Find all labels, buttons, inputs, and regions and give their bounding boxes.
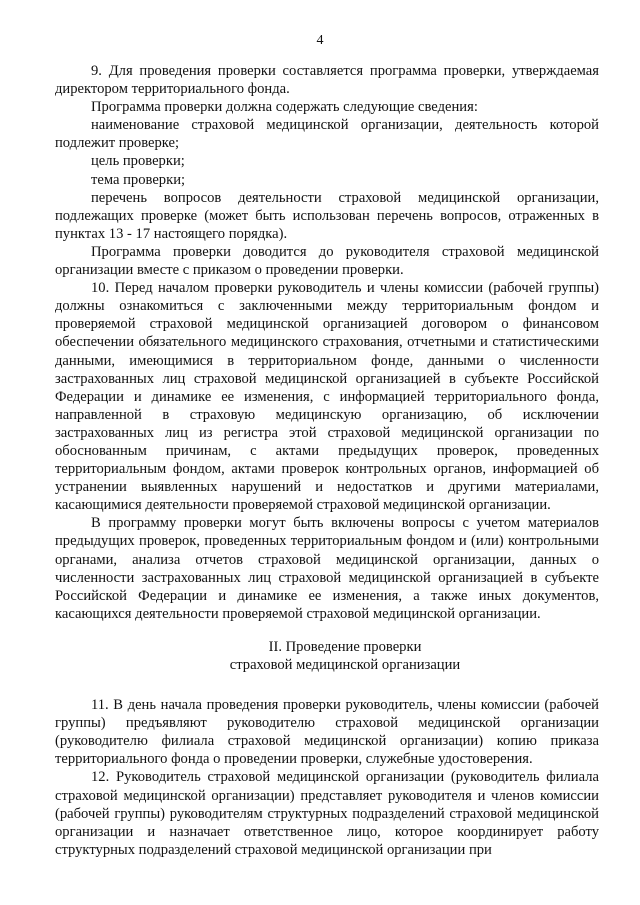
page-number: 4 [316,33,324,48]
list-item-topic: тема проверки; [91,171,186,188]
list-item-questions: перечень вопросов деятельности страховой медицинской организации, подлежащих проверке (может быть использован перечень вопросов, отраженных в пунктах 13 - 17 настоящего порядка). [55,189,599,242]
section-heading-line-2: страховой медицинской организации [229,657,461,673]
paragraph-program-contents: Программа проверки должна содержать следующие сведения: [91,99,478,116]
list-item-goal: цель проверки; [91,153,185,170]
section-heading [55,638,599,674]
paragraph-9: 9. Для проведения проверки составляется программа проверки, утверждаемая директором территориального фонда. [55,63,599,98]
list-item-organization-name: наименование страховой медицинской организации, деятельность которой подлежит проверке; [55,117,599,152]
section-heading-line-1: II. Проведение проверки [268,638,422,655]
paragraph-10: 10. Перед началом проверки руководитель и члены комиссии (рабочей группы) должны ознакомиться с заключенными между территориальным фондом и проверяемой страховой медицинской организацией договором о финансовом обеспечении обязательного медицинского страхования, отчетными и статистическими данными, имеющимися в территориальном фонде, данными о численности застрахованных лиц страховой медицинской организацией в субъекте Российской Федерации и динамике ее изменения, с информацией территориального фонда, направленной в страховую медицинскую организацию, об исключении застрахованных лиц из регистра этой страховой медицинской организации по обоснованным причинам, с актами предыдущих проверок, проведенных территориальным фондом, актами проверок контрольных органов, информацией об устранении выявленных нарушений и недостатков и другими материалами, касающимися деятельности проверяемой страховой медицинской организации. [55,280,599,514]
paragraph-12: 12. Руководитель страховой медицинской организации (руководитель филиала страховой медицинской организации) представляет руководителя и членов комиссии (рабочей группы) руководителям структурных подразделений страховой медицинской организации и назначает ответственное лицо, которое координирует работу структурных подразделений страховой медицинской организации при [55,769,599,858]
paragraph-11: 11. В день начала проведения проверки руководитель, члены комиссии (рабочей группы) предъявляют руководителю страховой медицинской организации (руководителю филиала страховой медицинской организации) копию приказа территориального фонда о проведении проверки, служебные удостоверения. [55,697,599,768]
document-body [55,62,599,859]
paragraph-program-questions: В программу проверки могут быть включены вопросы с учетом материалов предыдущих проверок, проведенных территориальным фондом и (или) контрольными органами, анализа отчетов страховой медицинской организации, данных о численности застрахованных лиц страховой медицинской организацией в субъекте Российской Федерации и динамике ее изменения, а также иных документов, касающихся деятельности проверяемой страховой медицинской организации. [55,515,599,622]
paragraph-program-delivery: Программа проверки доводится до руководителя страховой медицинской организации вместе с приказом о проведении проверки. [55,243,599,279]
